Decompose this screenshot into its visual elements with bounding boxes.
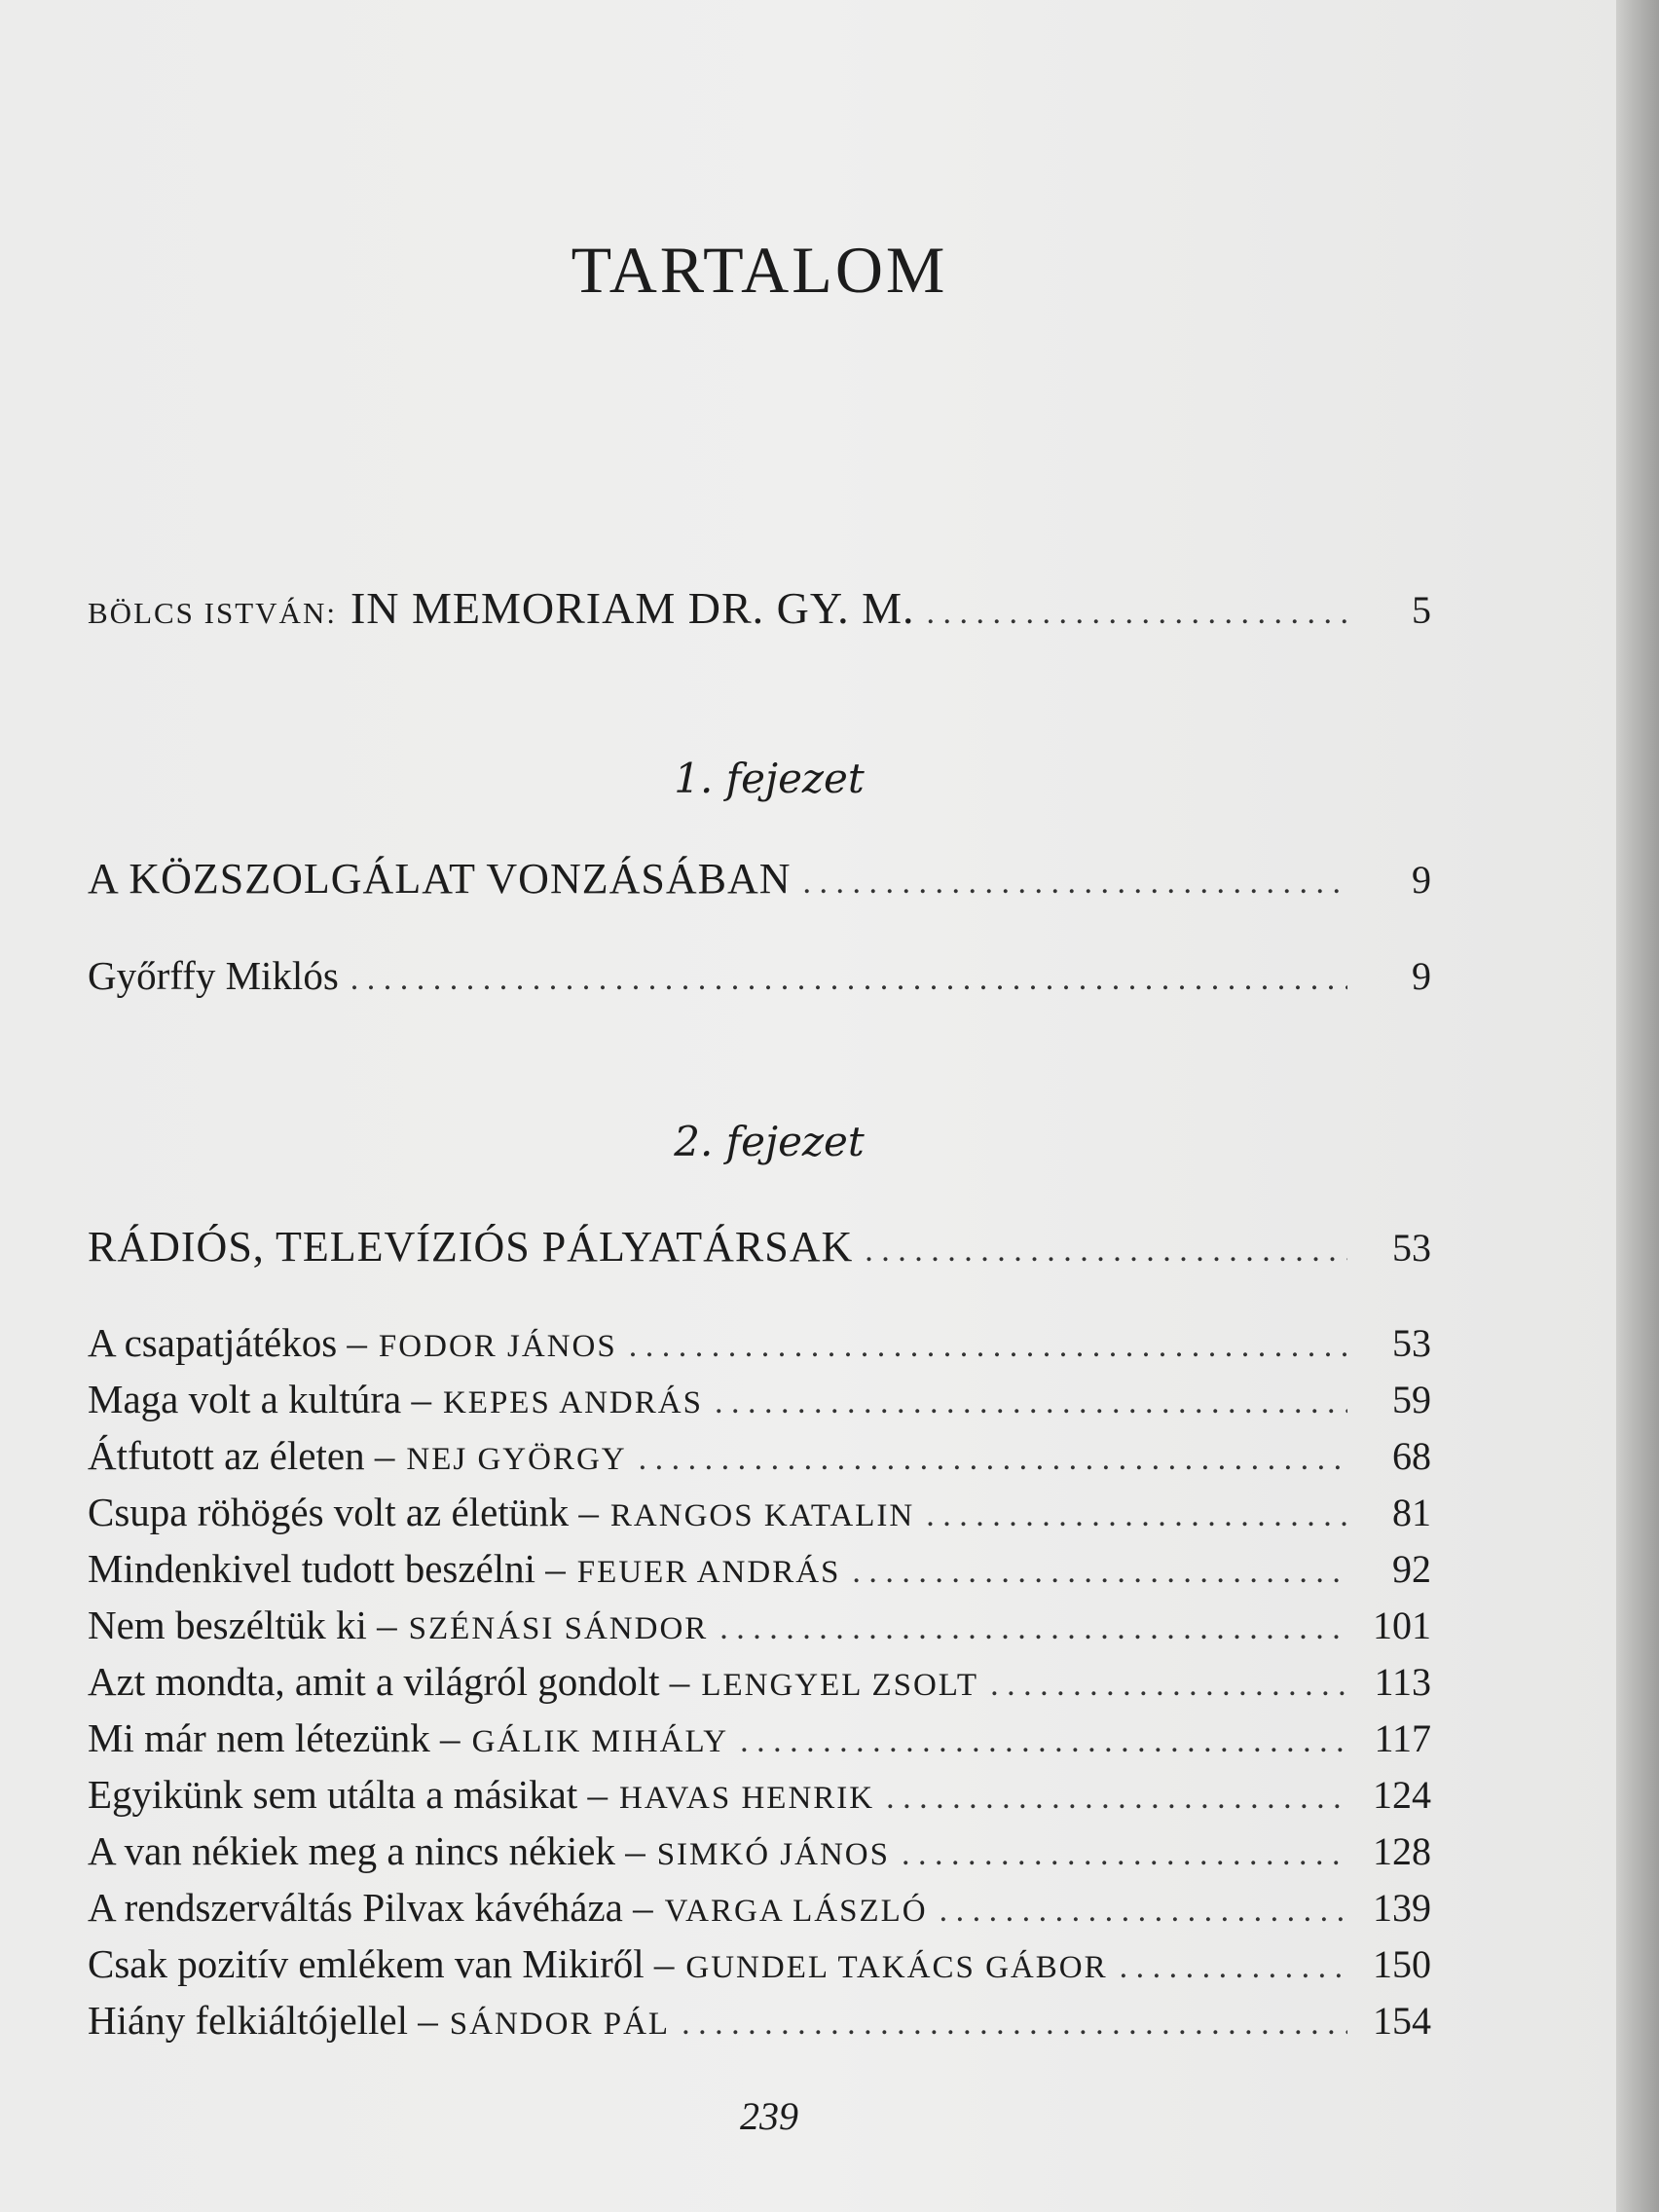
entry-page: 68 [1392, 1434, 1431, 1478]
dot-leader [927, 595, 1347, 632]
entry-author: SZÉNÁSI SÁNDOR [408, 1611, 709, 1646]
entry-page: 53 [1392, 1321, 1431, 1365]
entry-title: Egyikünk sem utálta a másikat – [88, 1772, 608, 1817]
entry-page: 9 [1412, 954, 1431, 998]
toc-entry [88, 1940, 1431, 1987]
toc-entry [88, 1319, 1431, 1366]
entry-title: Átfutott az életen – [88, 1433, 395, 1478]
toc-entry [88, 1602, 1431, 1648]
dot-leader [715, 1384, 1347, 1421]
toc-entry [88, 1827, 1431, 1874]
entry-page: 92 [1392, 1547, 1431, 1591]
toc-entry [88, 1771, 1431, 1818]
entry-page: 139 [1373, 1886, 1431, 1930]
dot-leader [740, 1723, 1347, 1760]
chapter2-heading [88, 1222, 1431, 1272]
dot-leader [1120, 1949, 1347, 1986]
dot-leader [865, 1233, 1347, 1270]
entry-page: 113 [1374, 1660, 1431, 1704]
dot-leader [639, 1441, 1347, 1478]
dot-leader [350, 961, 1347, 998]
chapter2-heading-page: 53 [1392, 1226, 1431, 1270]
entry-title: A rendszerváltás Pilvax kávéháza – [88, 1885, 653, 1930]
intro-page: 5 [1412, 588, 1431, 632]
toc-entry [88, 1658, 1431, 1705]
entry-title: Csak pozitív emlékem van Mikiről – [88, 1941, 675, 1986]
dot-leader [803, 865, 1347, 902]
entry-page: 101 [1373, 1604, 1431, 1647]
entry-author: SIMKÓ JÁNOS [656, 1837, 890, 1872]
toc-entry [88, 1884, 1431, 1931]
entry-author: HAVAS HENRIK [619, 1781, 875, 1816]
entry-author: FODOR JÁNOS [378, 1329, 617, 1364]
toc-entry [88, 1997, 1431, 2044]
entry-page: 59 [1392, 1378, 1431, 1421]
dot-leader [629, 1328, 1347, 1365]
entry-author: RANGOS KATALIN [609, 1498, 915, 1533]
dot-leader [682, 2006, 1347, 2043]
entry-page: 128 [1373, 1829, 1431, 1873]
toc-entry [88, 1545, 1431, 1592]
chapter2-heading-title: RÁDIÓS, TELEVÍZIÓS PÁLYATÁRSAK [88, 1223, 854, 1271]
toc-entry [88, 1714, 1431, 1761]
entry-author: GÁLIK MIHÁLY [471, 1724, 729, 1759]
page-title: TARTALOM [571, 233, 948, 307]
entry-page: 81 [1392, 1491, 1431, 1534]
page-edge-shadow [1616, 0, 1659, 2212]
chapter1-heading-page: 9 [1412, 858, 1431, 902]
entry-title: A van nékiek meg a nincs nékiek – [88, 1828, 645, 1873]
page-number: 239 [740, 2094, 798, 2138]
chapter2-label: 2. fejezet [674, 1118, 865, 1165]
entry-author: LENGYEL ZSOLT [701, 1668, 979, 1703]
intro-author: BÖLCS ISTVÁN: [88, 596, 337, 630]
entry-page: 154 [1373, 1999, 1431, 2043]
entry-page: 124 [1373, 1773, 1431, 1817]
intro-title: IN MEMORIAM DR. GY. M. [350, 583, 915, 633]
chapter1-heading-title: A KÖZSZOLGÁLAT VONZÁSÁBAN [88, 855, 792, 903]
entry-author: VARGA LÁSZLÓ [664, 1894, 928, 1929]
entry-page: 117 [1374, 1716, 1431, 1760]
chapter1-heading [88, 854, 1431, 903]
entry-author: KEPES ANDRÁS [442, 1385, 703, 1420]
entry-page: 150 [1373, 1942, 1431, 1986]
entry-title: Azt mondta, amit a világról gondolt – [88, 1659, 690, 1704]
intro-entry [88, 582, 1431, 634]
entry-title: Nem beszéltük ki – [88, 1603, 397, 1647]
entry-title: Mi már nem létezünk – [88, 1715, 461, 1760]
toc-entry [88, 1376, 1431, 1422]
dot-leader [719, 1610, 1347, 1647]
dot-leader [902, 1836, 1347, 1873]
entry-title: Csupa röhögés volt az életünk – [88, 1490, 599, 1534]
toc-entry [88, 952, 1431, 999]
toc-entry [88, 1489, 1431, 1535]
dot-leader [926, 1497, 1347, 1534]
entry-author: FEUER ANDRÁS [576, 1555, 841, 1590]
dot-leader [990, 1667, 1347, 1704]
dot-leader [940, 1893, 1347, 1930]
entry-title: Hiány felkiáltójellel – [88, 1998, 438, 2043]
entry-title: Maga volt a kultúra – [88, 1377, 431, 1421]
chapter1-label: 1. fejezet [674, 755, 865, 802]
entry-author: GUNDEL TAKÁCS GÁBOR [685, 1950, 1108, 1985]
entry-title: Mindenkivel tudott beszélni – [88, 1546, 566, 1591]
toc-entry [88, 1432, 1431, 1479]
entry-author: NEJ GYÖRGY [406, 1442, 627, 1477]
entry-author: SÁNDOR PÁL [449, 2007, 671, 2042]
dot-leader [852, 1554, 1347, 1591]
entry-title: A csapatjátékos – [88, 1320, 367, 1365]
dot-leader [886, 1780, 1347, 1817]
entry-title: Győrffy Miklós [88, 953, 339, 998]
